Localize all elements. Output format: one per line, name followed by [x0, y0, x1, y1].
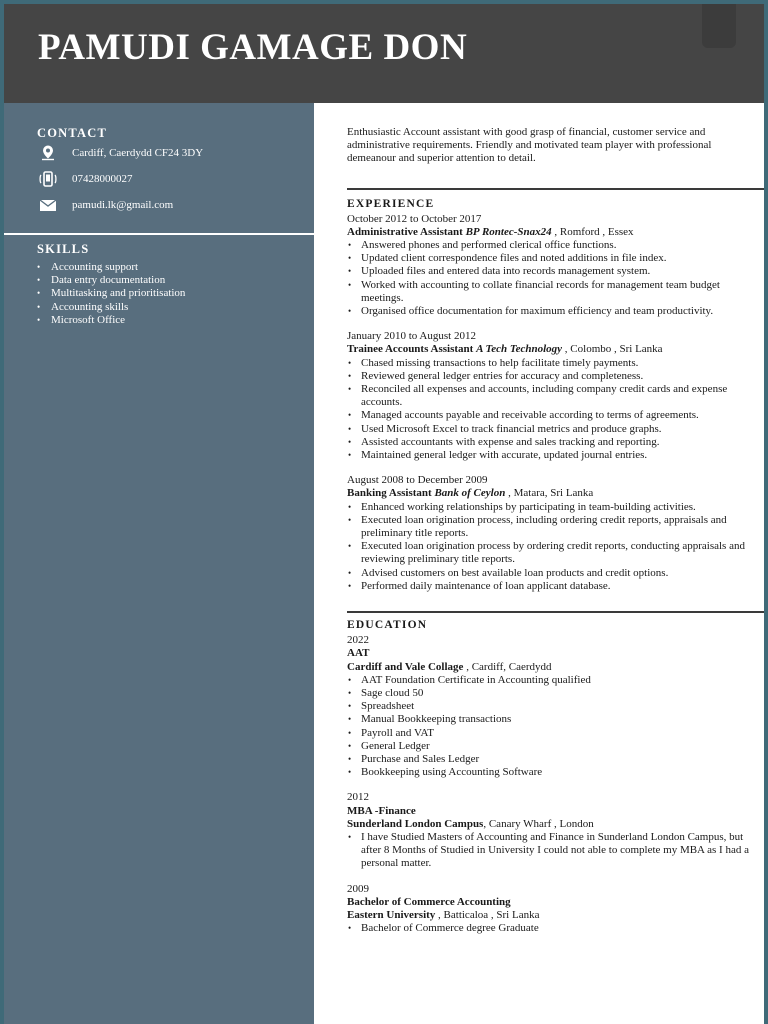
experience-list: [347, 213, 762, 593]
education-entry: [347, 883, 762, 936]
job-bullet: • Answered phones and performed clerical office functions.: [347, 239, 762, 252]
contact-phone-text: 07428000027: [72, 173, 133, 185]
job-company: Bank of Ceylon: [434, 487, 506, 500]
job-dates: August 2008 to December 2009: [347, 474, 488, 487]
header-banner: [4, 0, 764, 103]
job-bullets: [347, 501, 762, 593]
education-bullet: • Spreadsheet: [347, 700, 762, 713]
job-title: Banking Assistant: [347, 487, 432, 500]
contact-heading: CONTACT: [37, 126, 107, 140]
skill-item: • Accounting support: [37, 261, 185, 274]
contact-email: [37, 196, 174, 214]
education-bullet: • Payroll and VAT: [347, 727, 762, 740]
education-bullet: • General Ledger: [347, 740, 762, 753]
education-bullet: • Bachelor of Commerce degree Graduate: [347, 922, 762, 935]
education-degree: AAT: [347, 647, 370, 660]
education-entry: [347, 634, 762, 779]
job-title-line: [347, 343, 762, 356]
job-company: BP Rontec-Snax24: [465, 225, 552, 238]
envelope-icon: [37, 196, 59, 214]
education-bullet: • Sage cloud 50: [347, 687, 762, 700]
education-bullet: • I have Studied Masters of Accounting and Finance in Sunderland London Campus, but after 8 Months of Studied in University I could not able to complete my MBA as I had a personal matter.: [347, 831, 762, 871]
education-location: , Cardiff, Caerdydd: [463, 660, 552, 673]
contact-phone: [37, 170, 133, 188]
job-title: Administrative Assistant: [347, 225, 463, 238]
job-title: Trainee Accounts Assistant: [347, 343, 474, 356]
education-bullet: • Purchase and Sales Ledger: [347, 753, 762, 766]
job-bullet: • Chased missing transactions to help facilitate timely payments.: [347, 357, 762, 370]
job-bullet: • Organised office documentation for maximum efficiency and team productivity.: [347, 305, 762, 318]
job-bullet: • Updated client correspondence files and noted additions in file index.: [347, 252, 762, 265]
education-degree: Bachelor of Commerce Accounting: [347, 895, 511, 908]
job-title-line: [347, 226, 762, 239]
education-year: 2022: [347, 634, 369, 647]
job-bullet: • Worked with accounting to collate financial records for management team budget meetings.: [347, 279, 762, 305]
job-title-line: [347, 487, 762, 500]
job-bullet: • Enhanced working relationships by participating in team-building activities.: [347, 501, 762, 514]
job-entry: [347, 213, 762, 319]
education-school-line: [347, 909, 762, 922]
experience-rule: [347, 188, 764, 190]
job-entry: [347, 474, 762, 593]
job-bullet: • Performed daily maintenance of loan applicant database.: [347, 580, 762, 593]
education-school: Sunderland London Campus: [347, 817, 484, 830]
education-location: , Batticaloa , Sri Lanka: [435, 908, 540, 921]
education-location: , Canary Wharf , London: [483, 817, 594, 830]
job-bullet: • Managed accounts payable and receivable according to terms of agreements.: [347, 409, 762, 422]
contact-address-text: Cardiff, Caerdydd CF24 3DY: [72, 147, 204, 159]
education-bullets: [347, 831, 762, 871]
job-bullet: • Reviewed general ledger entries for accuracy and completeness.: [347, 370, 762, 383]
job-location: , Matara, Sri Lanka: [505, 487, 594, 500]
skill-item: • Microsoft Office: [37, 314, 185, 327]
job-dates: January 2010 to August 2012: [347, 330, 476, 343]
education-bullets: [347, 674, 762, 780]
education-bullets: [347, 922, 762, 935]
profile-summary: Enthusiastic Account assistant with good grasp of financial, customer service and administrative requirements. Friendly and motivated team player with professional demeanour and superior attention to detail.: [347, 126, 712, 165]
skill-item: • Data entry documentation: [37, 274, 185, 287]
education-school: Eastern University: [347, 908, 436, 921]
job-location: , Colombo , Sri Lanka: [562, 343, 663, 356]
candidate-name: PAMUDI GAMAGE DON: [38, 27, 468, 68]
job-dates: October 2012 to October 2017: [347, 212, 482, 225]
job-bullet: • Reconciled all expenses and accounts, including company credit cards and expense accounts.: [347, 383, 762, 409]
education-bullet: • AAT Foundation Certificate in Accounting qualified: [347, 674, 762, 687]
job-bullets: [347, 357, 762, 463]
skill-item: • Multitasking and prioritisation: [37, 287, 185, 300]
education-bullet: • Bookkeeping using Accounting Software: [347, 766, 762, 779]
job-bullet: • Executed loan origination process, including ordering credit reports, appraisals and preliminary title reports.: [347, 514, 762, 540]
contact-email-text[interactable]: pamudi.lk@gmail.com: [72, 199, 174, 211]
job-bullet: • Assisted accountants with expense and sales tracking and reporting.: [347, 436, 762, 449]
phone-icon: [37, 170, 59, 188]
job-entry: [347, 330, 762, 462]
skills-list: [37, 261, 185, 327]
education-school: Cardiff and Vale Collage: [347, 660, 464, 673]
job-bullet: • Maintained general ledger with accurate, updated journal entries.: [347, 449, 762, 462]
job-location: , Romford , Essex: [551, 225, 634, 238]
education-heading: EDUCATION: [347, 619, 428, 632]
skills-heading: SKILLS: [37, 242, 90, 256]
experience-heading: EXPERIENCE: [347, 197, 435, 210]
job-company: A Tech Technology: [476, 343, 563, 356]
education-school-line: [347, 661, 762, 674]
sidebar-divider: [4, 233, 314, 235]
education-year: 2009: [347, 882, 369, 895]
main-content: [347, 126, 762, 935]
education-entry: [347, 791, 762, 870]
job-bullet: • Executed loan origination process by ordering credit reports, conducting appraisals and reviewing preliminary title reports.: [347, 540, 762, 566]
contact-address: [37, 144, 204, 162]
education-bullet: • Manual Bookkeeping transactions: [347, 713, 762, 726]
sidebar: [4, 103, 314, 1024]
education-year: 2012: [347, 791, 369, 804]
education-degree: MBA -Finance: [347, 804, 416, 817]
education-rule: [347, 611, 764, 613]
job-bullet: • Advised customers on best available loan products and credit options.: [347, 567, 762, 580]
corner-tab: [702, 4, 736, 48]
education-school-line: [347, 818, 762, 831]
location-pin-icon: [37, 144, 59, 162]
job-bullet: • Uploaded files and entered data into records management system.: [347, 265, 762, 278]
skill-item: • Accounting skills: [37, 301, 185, 314]
job-bullet: • Used Microsoft Excel to track financial metrics and produce graphs.: [347, 423, 762, 436]
job-bullets: [347, 239, 762, 318]
education-list: [347, 634, 762, 935]
